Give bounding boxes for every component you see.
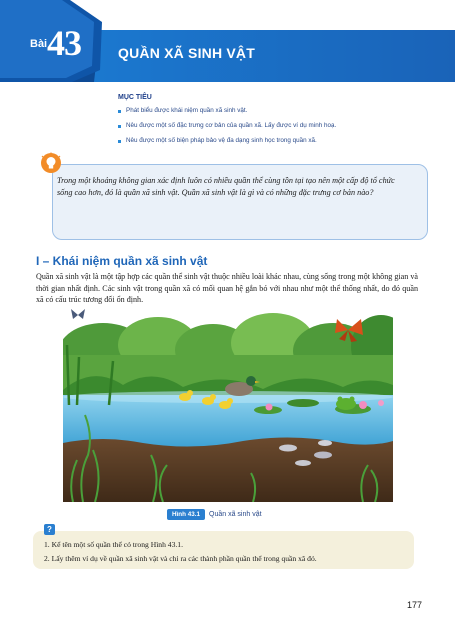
objectives-list <box>118 107 336 152</box>
objective-item: Phát biểu được khái niệm quần xã sinh vật. <box>118 107 336 122</box>
objective-item: Nêu được một số biện pháp bảo vệ đa dạng sinh học trong quần xã. <box>118 137 336 152</box>
figure-caption-text: Quần xã sinh vật <box>209 510 262 518</box>
intro-question-text: Trong một khoảng không gian xác định luôn có nhiều quần thể cùng tồn tại tạo nên một cấp độ tổ chức sống cao hơn, đó là quần xã sinh vật. Quần xã sinh vật là gì và có những đặc trưng cơ bản nào? <box>57 176 395 197</box>
definition-paragraph: Quần xã sinh vật là một tập hợp các quần thể sinh vật thuộc nhiều loài khác nhau, cùng sống trong một không gian và thời gian nhất định. Các sinh vật trong quần xã có mối quan hệ gắn bó với nhau như một thể thống nhất, do đó quần xã có cấu trúc tương đối ổn định. <box>36 272 418 304</box>
exercise-item: 2. Lấy thêm ví dụ về quần xã sinh vật và chỉ ra các thành phần quần thể trong quần xã đó. <box>44 554 317 563</box>
exercise-item: 1. Kể tên một số quần thể có trong Hình 43.1. <box>44 540 183 549</box>
lesson-number: 43 <box>47 23 81 63</box>
lightbulb-icon <box>40 152 62 174</box>
lesson-title: QUẦN XÃ SINH VẬT <box>118 45 255 61</box>
pond-bottom <box>63 437 393 502</box>
objectives-heading: MỤC TIÊU <box>118 94 152 101</box>
ecosystem-illustration <box>63 305 393 502</box>
objective-item: Nêu được một số đặc trưng cơ bản của quần xã. Lấy được ví dụ minh hoạ. <box>118 122 336 137</box>
page-number: 177 <box>407 600 423 610</box>
exercise-list <box>44 538 317 566</box>
frog <box>336 397 356 411</box>
section-heading: I – Khái niệm quần xã sinh vật <box>36 254 208 268</box>
figure-tag: Hình 43.1 <box>167 509 205 520</box>
lesson-header <box>0 0 455 82</box>
question-mark-icon: ? <box>44 524 55 535</box>
figure-caption <box>167 508 262 520</box>
lesson-label: Bài <box>30 38 48 50</box>
